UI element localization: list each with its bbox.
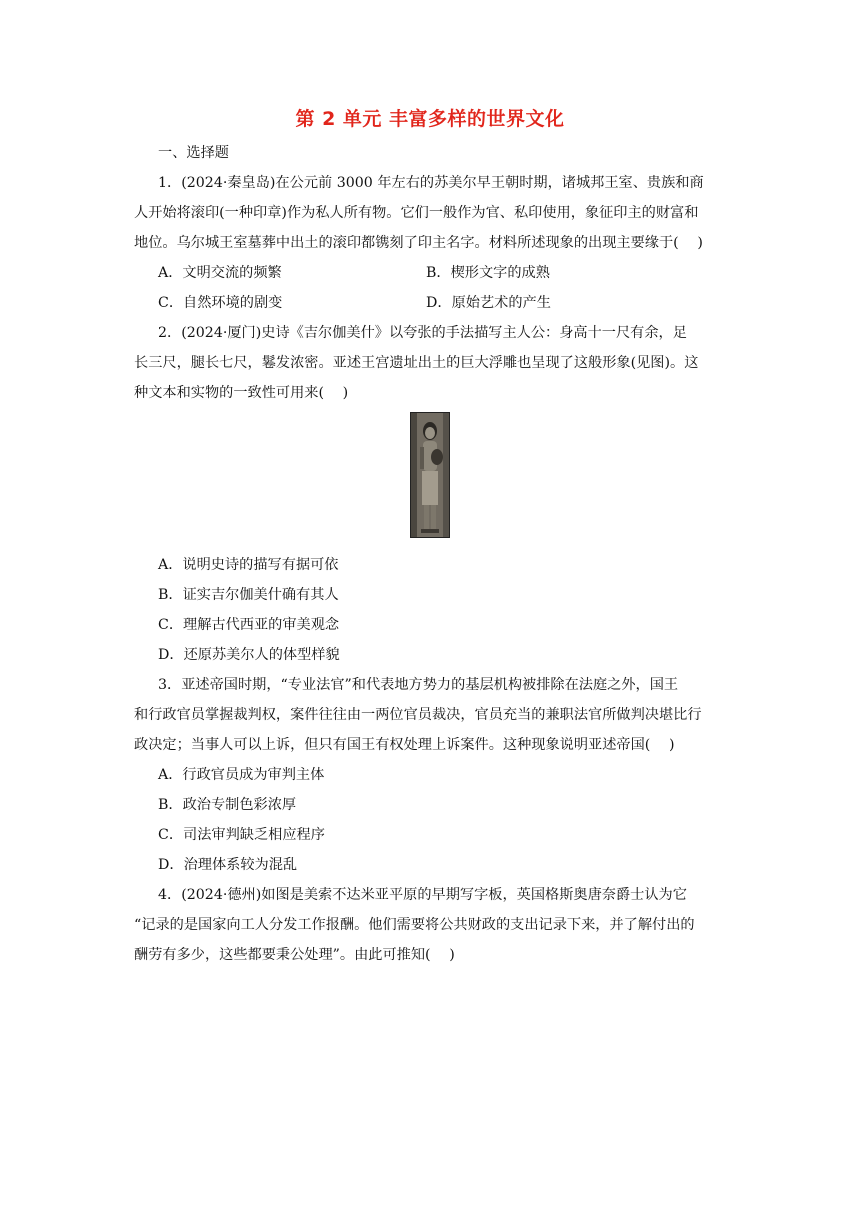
q2-option-a: A．说明史诗的描写有据可依 bbox=[158, 557, 339, 573]
q3-line-2: 和行政官员掌握裁判权，案件往往由一两位官员裁决，官员充当的兼职法官所做判决堪比行 bbox=[134, 707, 702, 723]
unit-title: 第 2 单元 丰富多样的世界文化 bbox=[295, 108, 565, 130]
q4-line-2: “记录的是国家向工人分发工作报酬。他们需要将公共财政的支出记录下来，并了解付出的 bbox=[134, 917, 695, 933]
q1-option-a: A．文明交流的频繁 bbox=[158, 265, 282, 281]
q3-option-a: A．行政官员成为审判主体 bbox=[158, 767, 325, 783]
q3-option-d: D．治理体系较为混乱 bbox=[158, 857, 298, 873]
q3-line-1: 3．亚述帝国时期，“专业法官”和代表地方势力的基层机构被排除在法庭之外，国王 bbox=[158, 677, 679, 693]
q2-option-b: B．证实吉尔伽美什确有其人 bbox=[158, 587, 339, 603]
q4-line-3: 酬劳有多少，这些都要秉公处理”。由此可推知( ) bbox=[134, 947, 455, 963]
relief-sculpture-image bbox=[410, 412, 450, 538]
q3-option-c: C．司法审判缺乏相应程序 bbox=[158, 827, 325, 843]
q2-option-c: C．理解古代西亚的审美观念 bbox=[158, 617, 340, 633]
q1-option-b: B．楔形文字的成熟 bbox=[426, 265, 550, 281]
relief-figure-icon bbox=[411, 413, 449, 537]
q1-option-c: C．自然环境的剧变 bbox=[158, 295, 283, 311]
q1-line-2: 人开始将滚印(一种印章)作为私人所有物。它们一般作为官、私印使用，象征印主的财富和 bbox=[134, 205, 699, 221]
q2-line-3: 种文本和实物的一致性可用来( ) bbox=[134, 385, 349, 401]
q2-line-1: 2．(2024·厦门)史诗《吉尔伽美什》以夸张的手法描写主人公：身高十一尺有余，足 bbox=[158, 325, 687, 341]
section-heading: 一、选择题 bbox=[158, 145, 229, 161]
q2-option-d: D．还原苏美尔人的体型样貌 bbox=[158, 647, 340, 663]
q4-line-1: 4．(2024·德州)如图是美索不达米亚平原的早期写字板，英国格斯奥唐奈爵士认为它 bbox=[158, 887, 687, 903]
q2-line-2: 长三尺，腿长七尺，鬈发浓密。亚述王宫遗址出土的巨大浮雕也呈现了这般形象(见图)。这 bbox=[134, 355, 699, 371]
q3-line-3: 政决定；当事人可以上诉，但只有国王有权处理上诉案件。这种现象说明亚述帝国( ) bbox=[134, 737, 675, 753]
q1-option-d: D．原始艺术的产生 bbox=[426, 295, 551, 311]
q3-option-b: B．政治专制色彩浓厚 bbox=[158, 797, 297, 813]
q1-line-3: 地位。乌尔城王室墓葬中出土的滚印都镌刻了印主名字。材料所述现象的出现主要缘于( ) bbox=[134, 235, 703, 251]
q1-line-1: 1．(2024·秦皇岛)在公元前 3000 年左右的苏美尔早王朝时期，诸城邦王室、贵族和商 bbox=[158, 175, 704, 191]
